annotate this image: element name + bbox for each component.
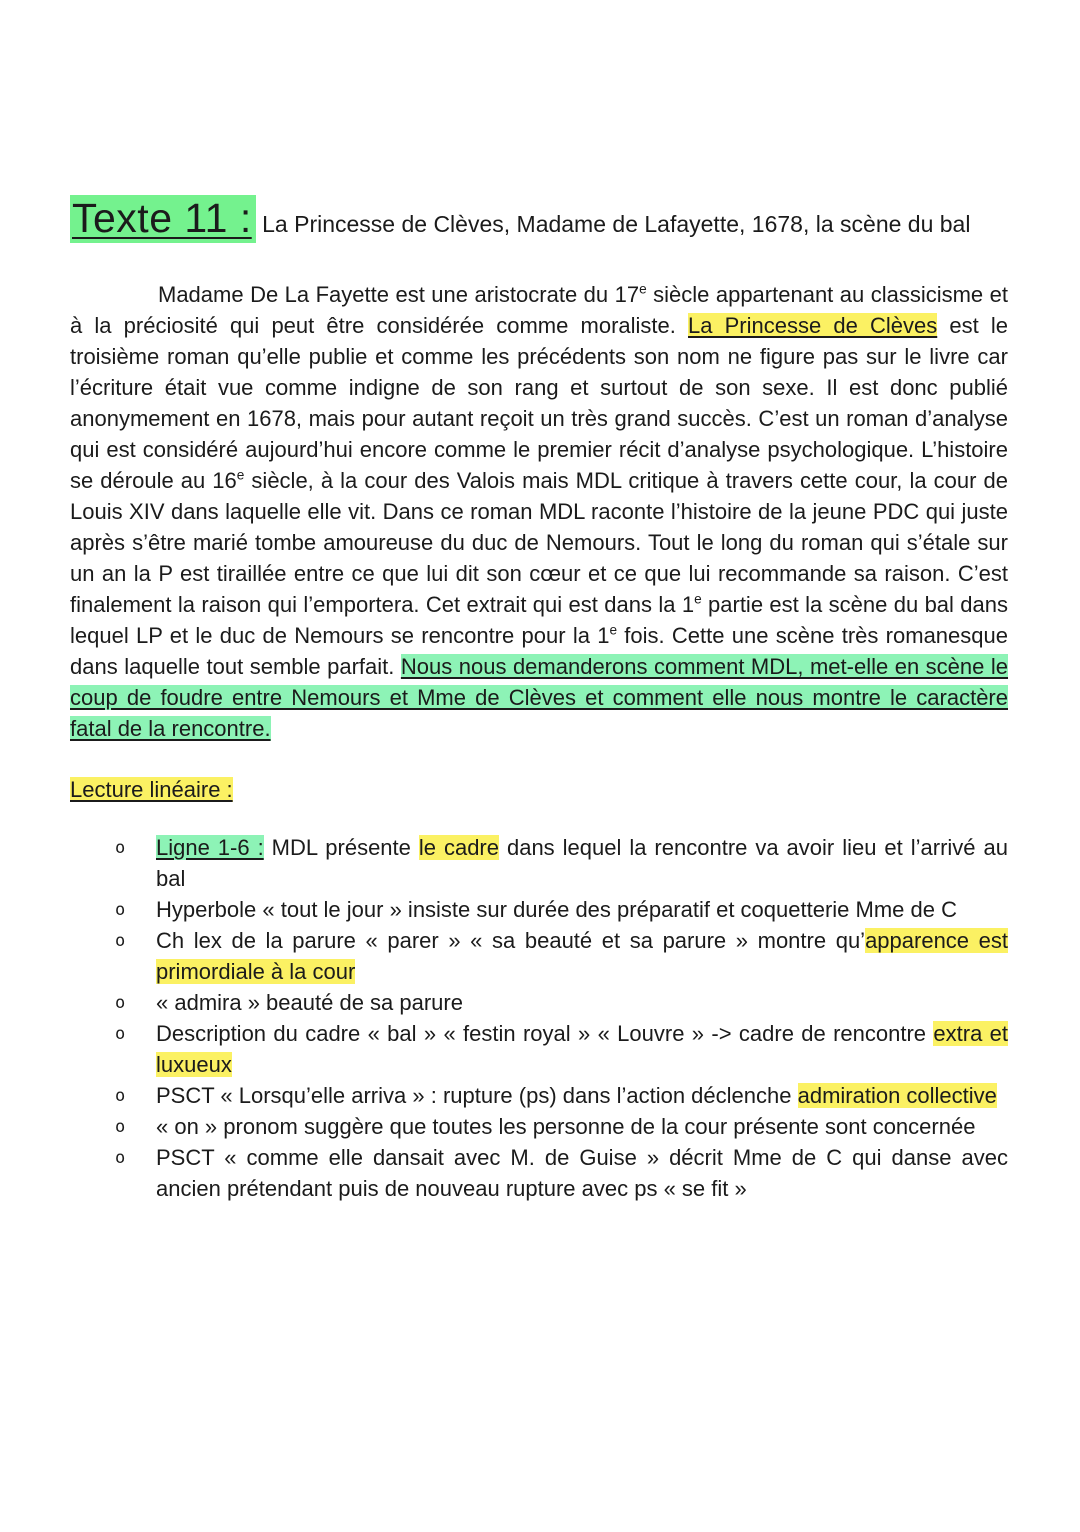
highlighted-text: Ligne 1-6 : bbox=[156, 835, 264, 861]
text-segment: « admira » beauté de sa parure bbox=[156, 990, 463, 1016]
text-segment: fois. Cette une scène très romanesque dans laquelle tout semble parfait. bbox=[70, 623, 1008, 680]
text-segment: « on » pronom suggère que toutes les personne de la cour présente sont concernée bbox=[156, 1114, 976, 1140]
text-segment: MDL présente bbox=[263, 835, 419, 861]
text-segment: siècle appartenant au classicisme et à la préciosité qui peut être considérée comme moraliste. bbox=[70, 282, 1008, 339]
text-segment: e bbox=[236, 467, 245, 483]
text-segment: est le troisième roman qu’elle publie et comme les précédents son nom ne figure pas sur le livre car l’écriture était vue comme indigne de son rang et surtout de son sexe. Il est donc publié anonymement en 1678, mais pour autant reçoit un très grand succès. C’est un roman d’analyse qui est considéré aujourd’hui encore comme le premier récit d’analyse psychologique. L’histoire se déroule au 16 bbox=[70, 313, 1008, 494]
list-item bbox=[70, 1018, 1008, 1080]
bullet-marker: o bbox=[115, 838, 126, 859]
list-item-text bbox=[156, 1021, 1008, 1077]
highlighted-text: apparence est primordiale à la cour bbox=[156, 928, 1008, 985]
text-segment: Ch lex de la parure « parer » « sa beauté et sa parure » montre qu’ bbox=[156, 928, 866, 954]
section-heading-text: Lecture linéaire : bbox=[70, 777, 233, 803]
list-item bbox=[70, 1142, 1008, 1204]
list-item-text bbox=[156, 835, 1008, 891]
bullet-marker: o bbox=[115, 1117, 126, 1138]
highlighted-text: Nous nous demanderons comment MDL, met-elle en scène le coup de foudre entre Nemours et Mme de Clèves et comment elle nous montre le caractère fatal de la rencontre. bbox=[70, 654, 1009, 742]
text-segment: siècle, à la cour des Valois mais MDL critique à travers cette cour, la cour de Louis XIV dans laquelle elle vit. Dans ce roman MDL raconte l’histoire de la jeune PDC qui juste après s’être marié tombe amoureuse du duc de Nemours. Tout le long du roman qui s’étale sur un an la P est tiraillée entre ce que lui dit son cœur et ce que lui recommande sa raison. C’est finalement la raison qui l’emportera. Cet extrait qui est dans la 1 bbox=[70, 468, 1008, 618]
list-item-text bbox=[156, 990, 463, 1015]
text-segment: dans lequel la rencontre va avoir lieu et l’arrivé au bal bbox=[156, 835, 1008, 892]
list-item-text bbox=[156, 1083, 997, 1108]
list-item-text bbox=[156, 1114, 975, 1139]
section-heading bbox=[70, 774, 1008, 805]
list-item-text bbox=[156, 897, 957, 922]
intro-paragraph bbox=[70, 279, 1008, 744]
list-item bbox=[70, 832, 1008, 894]
text-segment: e bbox=[694, 591, 702, 607]
highlighted-text: le cadre bbox=[418, 835, 499, 861]
list-item bbox=[70, 925, 1008, 987]
text-segment: Description du cadre « bal » « festin royal » « Louvre » -> cadre de rencontre bbox=[156, 1021, 934, 1047]
text-segment: e bbox=[609, 622, 618, 638]
text-segment: Hyperbole « tout le jour » insiste sur durée des préparatif et coquetterie Mme de C bbox=[156, 897, 957, 923]
title-highlight: Texte 11 : bbox=[70, 195, 256, 243]
text-segment: PSCT « Lorsqu’elle arriva » : rupture (ps) dans l’action déclenche bbox=[156, 1083, 798, 1109]
bullet-marker: o bbox=[115, 900, 126, 921]
text-segment: e bbox=[639, 281, 647, 297]
text-segment: partie est la scène du bal dans lequel LP et le duc de Nemours se rencontre pour la 1 bbox=[70, 592, 1009, 649]
list-item bbox=[70, 1111, 1008, 1142]
bullet-marker: o bbox=[115, 993, 126, 1014]
title-subtitle: La Princesse de Clèves, Madame de Lafayette, 1678, la scène du bal bbox=[255, 211, 971, 237]
page-title bbox=[70, 192, 1008, 245]
text-segment: Madame De La Fayette est une aristocrate du 17 bbox=[158, 282, 640, 308]
list-item-text bbox=[156, 1145, 1008, 1201]
list-item bbox=[70, 987, 1008, 1018]
list-item bbox=[70, 894, 1008, 925]
highlighted-text: admiration collective bbox=[797, 1083, 997, 1109]
bullet-marker: o bbox=[115, 1024, 126, 1045]
list-item-text bbox=[156, 928, 1008, 984]
highlighted-text: La Princesse de Clèves bbox=[688, 313, 938, 339]
list-item bbox=[70, 1080, 1008, 1111]
bullet-marker: o bbox=[115, 1148, 126, 1169]
bullet-marker: o bbox=[115, 931, 126, 952]
bullet-list bbox=[70, 832, 1008, 1204]
bullet-marker: o bbox=[115, 1086, 126, 1107]
highlighted-text: extra et luxueux bbox=[156, 1021, 1008, 1078]
text-segment: PSCT « comme elle dansait avec M. de Guise » décrit Mme de C qui danse avec ancien prétendant puis de nouveau rupture avec ps « se fit » bbox=[156, 1145, 1008, 1202]
